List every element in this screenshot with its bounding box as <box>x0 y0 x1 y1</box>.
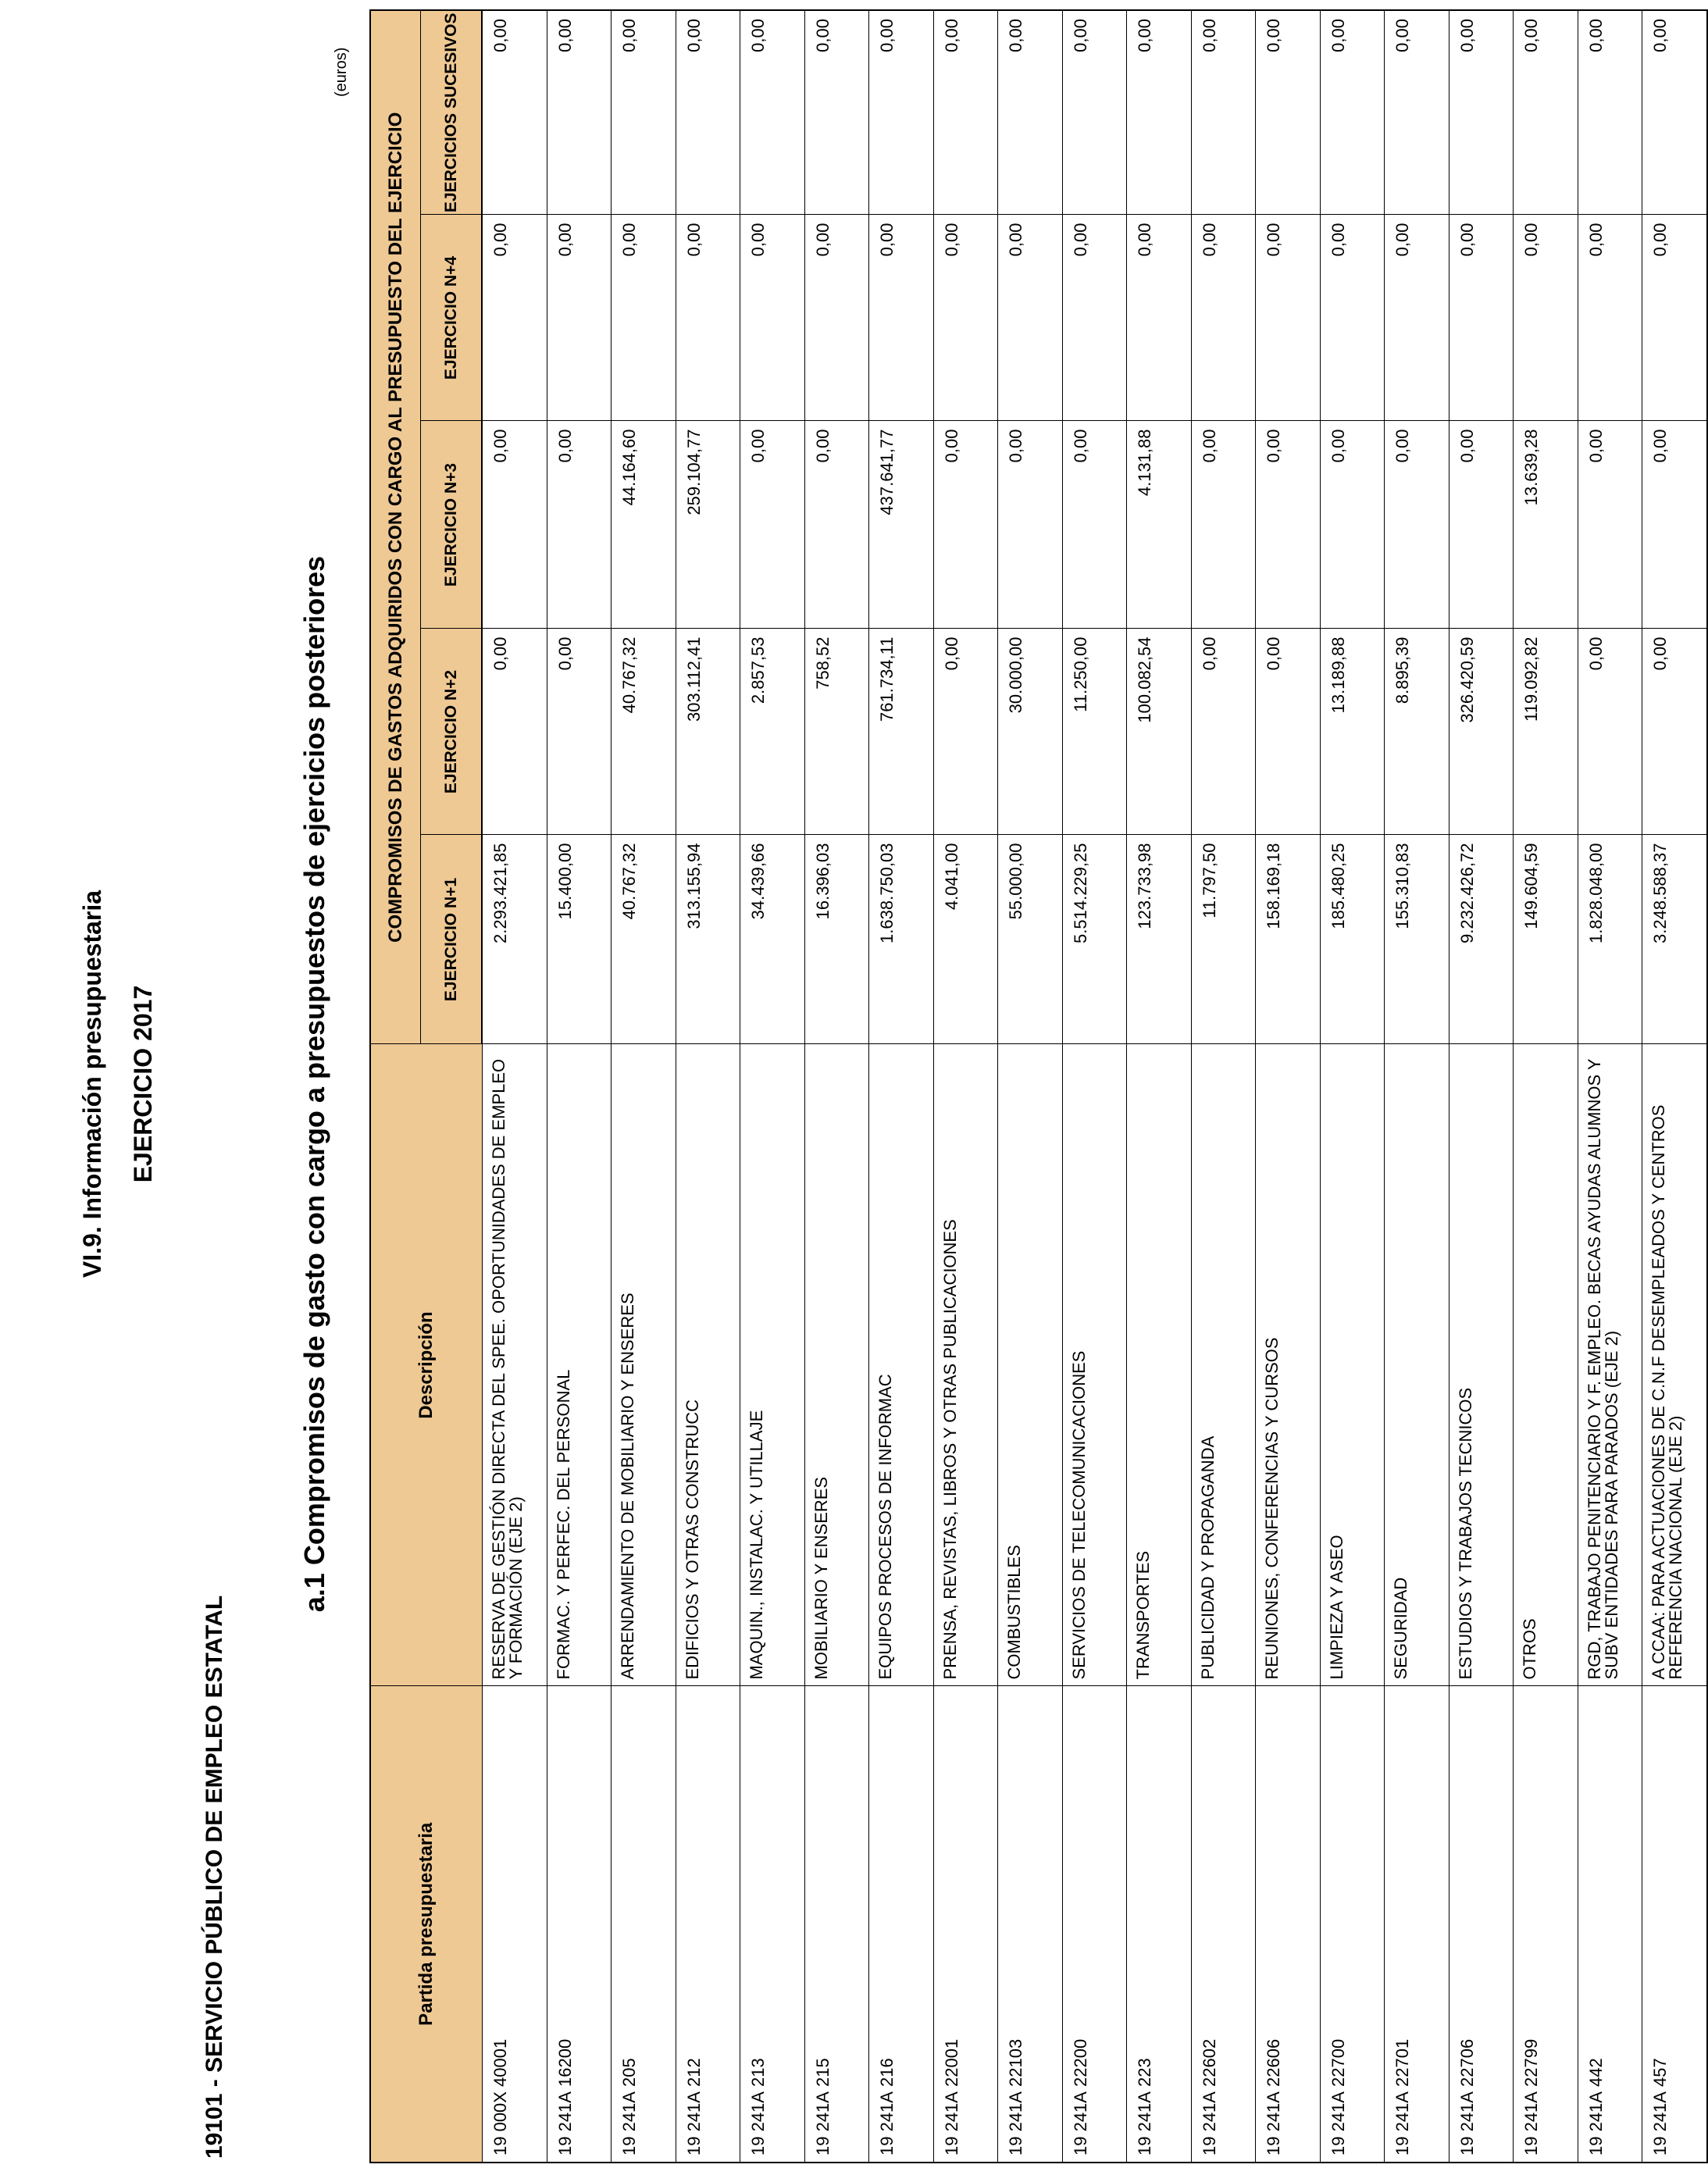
partida-cell <box>1127 1686 1192 2163</box>
amount-n1-cell: 123.733,98 <box>1127 835 1192 1044</box>
amount-suc-cell: 0,00 <box>1514 10 1578 215</box>
descripcion-cell: RESERVA DE GESTIÓN DIRECTA DEL SPEE. OPORTUNIDADES DE EMPLEO Y FORMACIÓN (EJE 2) <box>482 1044 547 1686</box>
table-row <box>1191 10 1256 2163</box>
amount-n4-cell: 0,00 <box>1578 215 1642 421</box>
amount-n2-cell: 11.250,00 <box>1062 629 1127 835</box>
economic-code: 22701 <box>1392 2038 1412 2087</box>
page-title: VI.9. Información presupuestaria <box>78 890 106 1278</box>
amount-n3-cell: 259.104,77 <box>676 421 740 629</box>
amount-suc-cell: 0,00 <box>1642 10 1707 215</box>
amount-n2-cell: 0,00 <box>1256 629 1321 835</box>
amount-suc-cell: 0,00 <box>869 10 934 215</box>
economic-code: 40001 <box>490 2038 510 2087</box>
partida-cell <box>740 1686 805 2163</box>
descripcion-cell: OTROS <box>1514 1044 1578 1686</box>
commitments-table <box>369 9 1708 2163</box>
amount-n1-cell: 16.396,03 <box>804 835 869 1044</box>
amount-n3-cell: 0,00 <box>1320 421 1385 629</box>
amount-suc-cell: 0,00 <box>482 10 547 215</box>
amount-n2-cell: 0,00 <box>482 629 547 835</box>
amount-n2-cell: 40.767,32 <box>612 629 676 835</box>
amount-n4-cell: 0,00 <box>676 215 740 421</box>
programa-code: 19 241A <box>1135 2091 1154 2156</box>
amount-n2-cell: 2.857,53 <box>740 629 805 835</box>
programa-code: 19 241A <box>1070 2091 1090 2156</box>
header-partida: Partida presupuestaria <box>370 1686 482 2163</box>
partida-cell <box>804 1686 869 2163</box>
descripcion-cell: EQUIPOS PROCESOS DE INFORMAC <box>869 1044 934 1686</box>
programa-code: 19 241A <box>554 2091 575 2156</box>
amount-n1-cell: 5.514.229,25 <box>1062 835 1127 1044</box>
economic-code: 442 <box>1585 2058 1606 2087</box>
amount-n3-cell: 0,00 <box>1642 421 1707 629</box>
table-row <box>740 10 805 2163</box>
amount-n3-cell: 0,00 <box>547 421 612 629</box>
programa-code: 19 241A <box>748 2091 768 2156</box>
table-row <box>998 10 1063 2163</box>
amount-n2-cell: 30.000,00 <box>998 629 1063 835</box>
amount-n1-cell: 2.293.421,85 <box>482 835 547 1044</box>
table-row <box>869 10 934 2163</box>
programa-code: 19 241A <box>1585 2091 1606 2156</box>
amount-n3-cell: 0,00 <box>740 421 805 629</box>
descripcion-cell: MOBILIARIO Y ENSERES <box>804 1044 869 1686</box>
descripcion-cell: ESTUDIOS Y TRABAJOS TECNICOS <box>1449 1044 1514 1686</box>
partida-cell <box>1191 1686 1256 2163</box>
economic-code: 22602 <box>1199 2038 1219 2087</box>
descripcion-cell: LIMPIEZA Y ASEO <box>1320 1044 1385 1686</box>
partida-cell <box>1514 1686 1578 2163</box>
partida-cell <box>1062 1686 1127 2163</box>
descripcion-cell: PUBLICIDAD Y PROPAGANDA <box>1191 1044 1256 1686</box>
partida-cell <box>998 1686 1063 2163</box>
partida-cell <box>1578 1686 1642 2163</box>
economic-code: 22103 <box>1006 2038 1025 2087</box>
amount-n3-cell: 0,00 <box>804 421 869 629</box>
amount-n4-cell: 0,00 <box>1449 215 1514 421</box>
partida-cell <box>1320 1686 1385 2163</box>
descripcion-cell: A CCAA: PARA ACTUACIONES DE C.N.F DESEMPLEADOS Y CENTROS REFERENCIA NACIONAL (EJE 2) <box>1642 1044 1707 1686</box>
amount-n4-cell: 0,00 <box>1191 215 1256 421</box>
programa-code: 19 241A <box>1264 2091 1283 2156</box>
amount-n1-cell: 4.041,00 <box>933 835 998 1044</box>
economic-code: 22706 <box>1457 2038 1477 2087</box>
amount-n1-cell: 185.480,25 <box>1320 835 1385 1044</box>
amount-n3-cell: 0,00 <box>1062 421 1127 629</box>
amount-n4-cell: 0,00 <box>1256 215 1321 421</box>
header-ejercicio-n4: EJERCICIO N+4 <box>421 215 483 421</box>
programa-code: 19 241A <box>1328 2091 1348 2156</box>
descripcion-cell: PRENSA, REVISTAS, LIBROS Y OTRAS PUBLICACIONES <box>933 1044 998 1686</box>
header-group-compromisos: COMPROMISOS DE GASTOS ADQUIRIDOS CON CARGO AL PRESUPUESTO DEL EJERCICIO <box>370 10 421 1044</box>
partida-cell <box>869 1686 934 2163</box>
programa-code: 19 241A <box>877 2091 897 2156</box>
organization-name: 19101 - SERVICIO PÚBLICO DE EMPLEO ESTATAL <box>201 1595 227 2159</box>
amount-suc-cell: 0,00 <box>612 10 676 215</box>
table-row <box>1062 10 1127 2163</box>
table-row <box>1514 10 1578 2163</box>
amount-n3-cell: 0,00 <box>1191 421 1256 629</box>
amount-n1-cell: 15.400,00 <box>547 835 612 1044</box>
descripcion-cell: RGD, TRABAJO PENITENCIARIO Y F. EMPLEO. BECAS AYUDAS ALUMNOS Y SUBV ENTIDADES PARA PARADOS (EJE 2) <box>1578 1044 1642 1686</box>
table-row <box>1642 10 1707 2163</box>
amount-n4-cell: 0,00 <box>1062 215 1127 421</box>
header-ejercicio-n2: EJERCICIO N+2 <box>421 629 483 835</box>
amount-n2-cell: 0,00 <box>1578 629 1642 835</box>
amount-n1-cell: 40.767,32 <box>612 835 676 1044</box>
table-row <box>482 10 547 2163</box>
amount-n4-cell: 0,00 <box>1385 215 1449 421</box>
amount-suc-cell: 0,00 <box>804 10 869 215</box>
header-ejercicios-sucesivos: EJERCICIOS SUCESIVOS <box>421 10 483 215</box>
economic-code: 205 <box>619 2058 639 2087</box>
amount-n4-cell: 0,00 <box>740 215 805 421</box>
descripcion-cell: REUNIONES, CONFERENCIAS Y CURSOS <box>1256 1044 1321 1686</box>
amount-n1-cell: 313.155,94 <box>676 835 740 1044</box>
amount-n3-cell: 437.641,77 <box>869 421 934 629</box>
table-row <box>1256 10 1321 2163</box>
amount-n4-cell: 0,00 <box>1514 215 1578 421</box>
amount-n4-cell: 0,00 <box>547 215 612 421</box>
amount-n2-cell: 0,00 <box>1191 629 1256 835</box>
amount-n3-cell: 0,00 <box>1385 421 1449 629</box>
table-row <box>1320 10 1385 2163</box>
amount-n2-cell: 761.734,11 <box>869 629 934 835</box>
descripcion-cell: ARRENDAMIENTO DE MOBILIARIO Y ENSERES <box>612 1044 676 1686</box>
descripcion-cell: EDIFICIOS Y OTRAS CONSTRUCC <box>676 1044 740 1686</box>
programa-code: 19 241A <box>683 2091 704 2156</box>
amount-suc-cell: 0,00 <box>547 10 612 215</box>
amount-n3-cell: 0,00 <box>1449 421 1514 629</box>
programa-code: 19 241A <box>1650 2091 1670 2156</box>
programa-code: 19 241A <box>1006 2091 1025 2156</box>
economic-code: 22606 <box>1264 2038 1283 2087</box>
amount-suc-cell: 0,00 <box>676 10 740 215</box>
economic-code: 223 <box>1135 2058 1154 2087</box>
amount-n1-cell: 55.000,00 <box>998 835 1063 1044</box>
descripcion-cell: SERVICIOS DE TELECOMUNICACIONES <box>1062 1044 1127 1686</box>
header-ejercicio-n1: EJERCICIO N+1 <box>421 835 483 1044</box>
amount-n1-cell: 155.310,83 <box>1385 835 1449 1044</box>
economic-code: 22200 <box>1070 2038 1090 2087</box>
amount-n2-cell: 13.189,88 <box>1320 629 1385 835</box>
fiscal-year: EJERCICIO 2017 <box>129 985 157 1183</box>
economic-code: 22799 <box>1521 2038 1541 2087</box>
table-row <box>1385 10 1449 2163</box>
amount-n2-cell: 0,00 <box>1642 629 1707 835</box>
economic-code: 22700 <box>1328 2038 1348 2087</box>
programa-code: 19 241A <box>1457 2091 1477 2156</box>
programa-code: 19 241A <box>812 2091 833 2156</box>
economic-code: 212 <box>683 2058 704 2087</box>
amount-n3-cell: 0,00 <box>998 421 1063 629</box>
table-row <box>1449 10 1514 2163</box>
amount-n4-cell: 0,00 <box>1642 215 1707 421</box>
amount-suc-cell: 0,00 <box>1191 10 1256 215</box>
amount-n2-cell: 0,00 <box>933 629 998 835</box>
amount-n4-cell: 0,00 <box>933 215 998 421</box>
amount-n4-cell: 0,00 <box>998 215 1063 421</box>
amount-n4-cell: 0,00 <box>482 215 547 421</box>
header-descripcion: Descripción <box>370 1044 482 1686</box>
descripcion-cell: COMBUSTIBLES <box>998 1044 1063 1686</box>
units-label: (euros) <box>333 47 350 97</box>
descripcion-cell: TRANSPORTES <box>1127 1044 1192 1686</box>
partida-cell <box>547 1686 612 2163</box>
amount-n1-cell: 34.439,66 <box>740 835 805 1044</box>
amount-n3-cell: 4.131,88 <box>1127 421 1192 629</box>
amount-n1-cell: 149.604,59 <box>1514 835 1578 1044</box>
programa-code: 19 241A <box>1199 2091 1219 2156</box>
economic-code: 16200 <box>554 2038 575 2087</box>
partida-cell <box>612 1686 676 2163</box>
amount-n4-cell: 0,00 <box>612 215 676 421</box>
amount-n3-cell: 44.164,60 <box>612 421 676 629</box>
economic-code: 22001 <box>941 2038 961 2087</box>
amount-n1-cell: 11.797,50 <box>1191 835 1256 1044</box>
amount-suc-cell: 0,00 <box>1062 10 1127 215</box>
descripcion-cell: FORMAC. Y PERFEC. DEL PERSONAL <box>547 1044 612 1686</box>
economic-code: 213 <box>748 2058 768 2087</box>
amount-n3-cell: 0,00 <box>1256 421 1321 629</box>
amount-n2-cell: 326.420,59 <box>1449 629 1514 835</box>
amount-n2-cell: 119.092,82 <box>1514 629 1578 835</box>
programa-code: 19 241A <box>941 2091 961 2156</box>
amount-n2-cell: 758,52 <box>804 629 869 835</box>
programa-code: 19 241A <box>619 2091 639 2156</box>
amount-n2-cell: 8.895,39 <box>1385 629 1449 835</box>
amount-n1-cell: 3.248.588,37 <box>1642 835 1707 1044</box>
partida-cell <box>1385 1686 1449 2163</box>
amount-suc-cell: 0,00 <box>1449 10 1514 215</box>
amount-n1-cell: 1.638.750,03 <box>869 835 934 1044</box>
amount-n4-cell: 0,00 <box>869 215 934 421</box>
partida-cell <box>482 1686 547 2163</box>
table-row <box>1127 10 1192 2163</box>
amount-suc-cell: 0,00 <box>1578 10 1642 215</box>
partida-cell <box>1256 1686 1321 2163</box>
amount-n2-cell: 0,00 <box>547 629 612 835</box>
partida-cell <box>933 1686 998 2163</box>
amount-suc-cell: 0,00 <box>1320 10 1385 215</box>
section-title: a.1 Compromisos de gasto con cargo a presupuestos de ejercicios posteriores <box>298 555 330 1613</box>
partida-cell <box>1449 1686 1514 2163</box>
descripcion-cell: SEGURIDAD <box>1385 1044 1449 1686</box>
partida-cell <box>676 1686 740 2163</box>
economic-code: 457 <box>1650 2058 1670 2087</box>
amount-n4-cell: 0,00 <box>1320 215 1385 421</box>
amount-n1-cell: 1.828.048,00 <box>1578 835 1642 1044</box>
programa-code: 19 241A <box>1392 2091 1412 2156</box>
economic-code: 216 <box>877 2058 897 2087</box>
amount-n3-cell: 13.639,28 <box>1514 421 1578 629</box>
table-row <box>1578 10 1642 2163</box>
amount-n1-cell: 9.232.426,72 <box>1449 835 1514 1044</box>
amount-suc-cell: 0,00 <box>933 10 998 215</box>
partida-cell <box>1642 1686 1707 2163</box>
table-row <box>612 10 676 2163</box>
amount-n2-cell: 100.082,54 <box>1127 629 1192 835</box>
table-row <box>804 10 869 2163</box>
amount-n3-cell: 0,00 <box>933 421 998 629</box>
descripcion-cell: MAQUIN., INSTALAC. Y UTILLAJE <box>740 1044 805 1686</box>
economic-code: 215 <box>812 2058 833 2087</box>
amount-suc-cell: 0,00 <box>1127 10 1192 215</box>
amount-n4-cell: 0,00 <box>804 215 869 421</box>
table-row <box>676 10 740 2163</box>
amount-n3-cell: 0,00 <box>1578 421 1642 629</box>
table-row <box>547 10 612 2163</box>
table-row <box>933 10 998 2163</box>
amount-suc-cell: 0,00 <box>740 10 805 215</box>
amount-suc-cell: 0,00 <box>1385 10 1449 215</box>
amount-n3-cell: 0,00 <box>482 421 547 629</box>
amount-suc-cell: 0,00 <box>998 10 1063 215</box>
amount-n4-cell: 0,00 <box>1127 215 1192 421</box>
amount-n1-cell: 158.169,18 <box>1256 835 1321 1044</box>
amount-suc-cell: 0,00 <box>1256 10 1321 215</box>
programa-code: 19 000X <box>490 2091 510 2156</box>
header-ejercicio-n3: EJERCICIO N+3 <box>421 421 483 629</box>
amount-n2-cell: 303.112,41 <box>676 629 740 835</box>
programa-code: 19 241A <box>1521 2091 1541 2156</box>
